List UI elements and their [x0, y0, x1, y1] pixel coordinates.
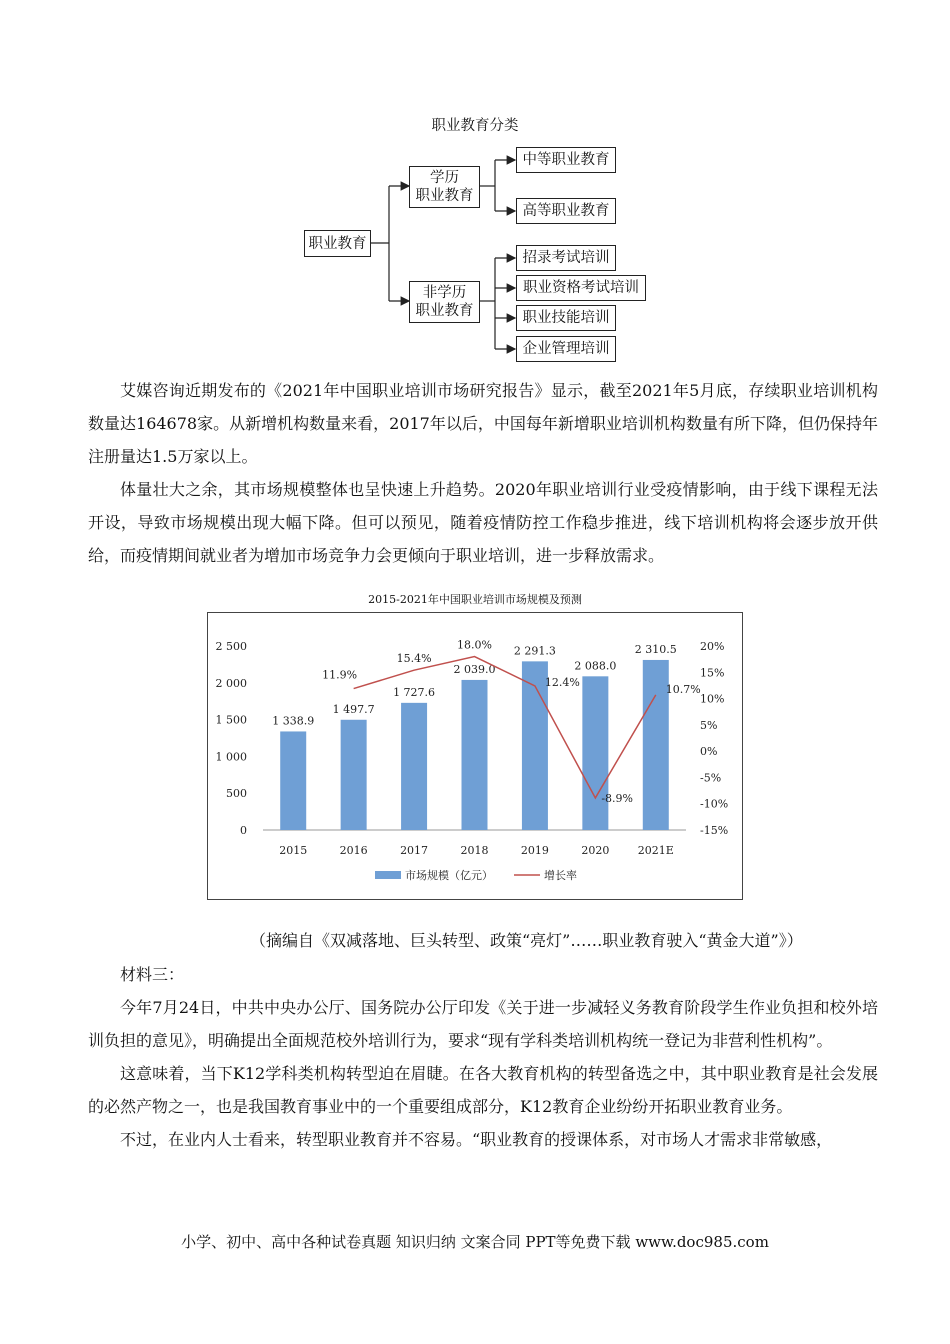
- growth-rate-label: -8.9%: [601, 791, 634, 805]
- y-tick-label: 0: [240, 824, 247, 837]
- x-tick-label: 2021E: [637, 844, 674, 857]
- y2-tick-label: -15%: [700, 824, 729, 837]
- x-tick-label: 2017: [400, 844, 429, 857]
- bar: [280, 731, 306, 830]
- legend-bar-swatch: [375, 871, 401, 879]
- paragraph-5: 不过，在业内人士看来，转型职业教育并不容易。“职业教育的授课体系，对市场人才需求非常敏感，: [120, 1130, 833, 1149]
- text-block-2: [88, 958, 878, 1156]
- growth-rate-label: 15.4%: [396, 652, 432, 666]
- bar-value-label: 1 497.7: [332, 702, 375, 716]
- bar: [341, 720, 367, 830]
- legend-line-label: 增长率: [544, 869, 577, 882]
- x-tick-label: 2018: [460, 844, 489, 857]
- y-tick-label: 1 500: [215, 713, 247, 727]
- x-tick-label: 2020: [581, 844, 610, 857]
- node-leaf-secondary: 中等职业教育: [516, 147, 616, 173]
- y2-tick-label: 10%: [700, 692, 725, 706]
- y2-tick-label: -10%: [700, 797, 729, 811]
- bar-value-label: 2 039.0: [453, 662, 496, 676]
- y-tick-label: 2 000: [215, 676, 247, 690]
- bar-value-label: 1 338.9: [272, 714, 315, 728]
- growth-rate-label: 11.9%: [322, 668, 358, 682]
- node-leaf-management: 企业管理培训: [516, 336, 616, 362]
- node-leaf-skills: 职业技能培训: [516, 305, 616, 331]
- growth-rate-line: [354, 657, 656, 798]
- node-leaf-recruit-exam: 招录考试培训: [516, 245, 616, 271]
- node-branch-non-academic: 非学历 职业教育: [409, 281, 480, 323]
- y2-tick-label: -5%: [700, 771, 722, 785]
- page-footer: 小学、初中、高中各种试卷真题 知识归纳 文案合同 PPT等免费下载 www.doc985.com: [181, 1233, 769, 1251]
- y2-tick-label: 15%: [700, 666, 725, 680]
- source-citation: （摘编自《双减落地、巨头转型、政策“亮灯”……职业教育驶入“黄金大道”》）: [250, 931, 803, 950]
- bar: [582, 676, 608, 830]
- bar-value-label: 2 088.0: [574, 659, 617, 673]
- diagram-title: 职业教育分类: [431, 118, 519, 134]
- paragraph-2: 体量壮大之余，其市场规模整体也呈快速上升趋势。2020年职业培训行业受疫情影响，由于线下课程无法开设，导致市场规模出现大幅下降。但可以预见，随着疫情防控工作稳步推进，线下培训机构将会逐步放开供给，而疫情期间就业者为增加市场竞争力会更倾向于职业培训，进一步释放需求。: [88, 480, 878, 565]
- chart-title: 2015-2021年中国职业培训市场规模及预测: [368, 593, 582, 606]
- bar: [462, 680, 488, 830]
- y-tick-label: 500: [226, 787, 247, 801]
- bar-value-label: 2 291.3: [513, 644, 556, 658]
- y2-tick-label: 5%: [700, 718, 718, 732]
- x-tick-label: 2019: [520, 844, 549, 857]
- paragraph-1: 艾媒咨询近期发布的《2021年中国职业培训市场研究报告》显示，截至2021年5月底，存续职业培训机构数量达164678家。从新增机构数量来看，2017年以后，中国每年新增职业培训机构数量有所下降，但仍保持年注册量达1.5万家以上。: [88, 381, 878, 466]
- legend-bar-label: 市场规模（亿元）: [405, 869, 493, 882]
- node-leaf-higher: 高等职业教育: [516, 198, 616, 224]
- node-branch-academic: 学历 职业教育: [409, 166, 480, 208]
- growth-rate-label: 12.4%: [544, 675, 580, 689]
- chart-svg: [208, 613, 742, 899]
- node-root: 职业教育: [304, 230, 371, 257]
- paragraph-4: 这意味着，当下K12学科类机构转型迫在眉睫。在各大教育机构的转型备选之中，其中职业教育是社会发展的必然产物之一，也是我国教育事业中的一个重要组成部分，K12教育企业纷纷开拓职业教育业务。: [88, 1064, 878, 1116]
- x-tick-label: 2016: [339, 844, 368, 857]
- growth-rate-label: 10.7%: [665, 682, 701, 696]
- x-tick-label: 2015: [279, 844, 308, 857]
- paragraph-3: 今年7月24日，中共中央办公厅、国务院办公厅印发《关于进一步减轻义务教育阶段学生作业负担和校外培训负担的意见》，明确提出全面规范校外培训行为，要求“现有学科类培训机构统一登记为非营利性机构”。: [88, 998, 878, 1050]
- growth-rate-label: 18.0%: [457, 638, 492, 652]
- chart-frame: [207, 612, 743, 900]
- bar: [401, 703, 427, 830]
- y-tick-label: 2 500: [215, 640, 247, 653]
- y-tick-label: 1 000: [215, 750, 247, 764]
- bar-value-label: 1 727.6: [393, 685, 436, 699]
- node-leaf-qualification-exam: 职业资格考试培训: [516, 275, 646, 301]
- text-block-1: [88, 374, 878, 572]
- bar-value-label: 2 310.5: [634, 642, 677, 656]
- y2-tick-label: 0%: [700, 745, 718, 759]
- y2-tick-label: 20%: [700, 640, 725, 653]
- material-3-heading: 材料三：: [120, 965, 185, 984]
